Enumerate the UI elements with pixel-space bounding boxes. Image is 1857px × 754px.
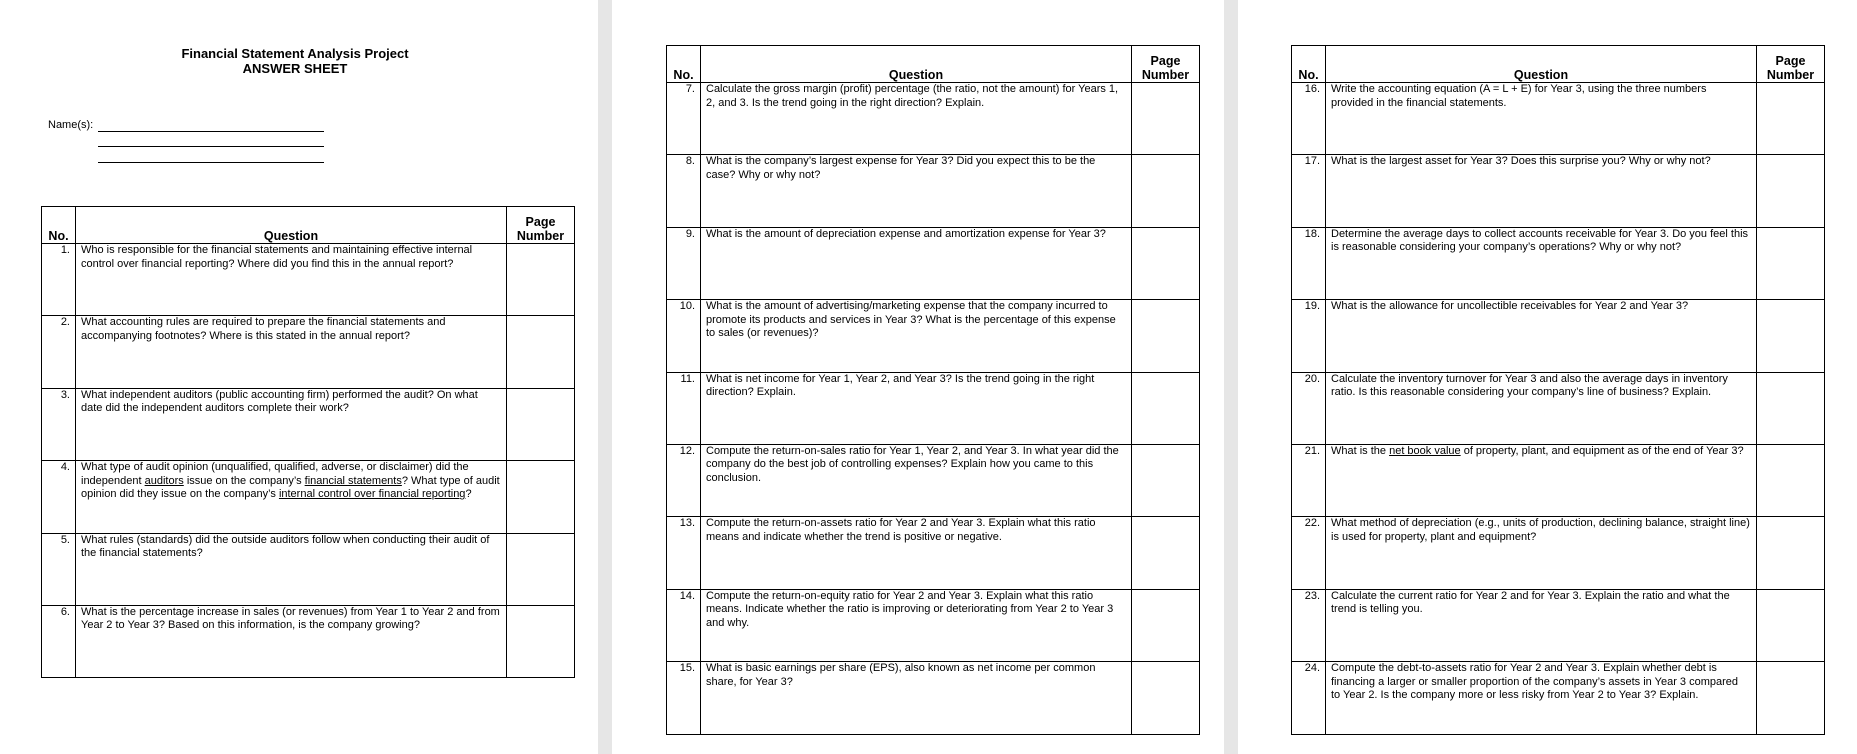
table-row: [42, 533, 575, 605]
page-number-cell[interactable]: [1757, 444, 1825, 516]
question-number: 14.: [667, 589, 701, 661]
header-no: No.: [667, 46, 701, 83]
page-number-cell[interactable]: [1757, 155, 1825, 227]
question-number: 5.: [42, 533, 76, 605]
question-text: What independent auditors (public accounting firm) performed the audit? On what date did the independent auditors complete their work?: [76, 388, 507, 460]
question-number: 7.: [667, 83, 701, 155]
table-row: [667, 589, 1200, 661]
page-number-cell[interactable]: [1132, 662, 1200, 734]
question-text: Compute the return-on-equity ratio for Year 2 and Year 3. Explain what this ratio means. Indicate whether the ratio is improving or deteriorating from Year 2 to Year 3 and why.: [701, 589, 1132, 661]
table-row: [1292, 662, 1825, 734]
question-number: 2.: [42, 316, 76, 388]
table-row: [42, 388, 575, 460]
page-number-cell[interactable]: [1757, 227, 1825, 299]
question-text: What is the largest asset for Year 3? Does this surprise you? Why or why not?: [1326, 155, 1757, 227]
table-row: [667, 372, 1200, 444]
question-number: 1.: [42, 244, 76, 316]
question-text: What accounting rules are required to prepare the financial statements and accompanying footnotes? Where is this stated in the annual report?: [76, 316, 507, 388]
table-row: [1292, 155, 1825, 227]
table-row: [42, 461, 575, 533]
question-number: 13.: [667, 517, 701, 589]
question-number: 6.: [42, 605, 76, 677]
page-number-cell[interactable]: [1132, 227, 1200, 299]
page-number-cell[interactable]: [1132, 83, 1200, 155]
question-text: Calculate the current ratio for Year 2 and for Year 3. Explain the ratio and what the trend is telling you.: [1326, 589, 1757, 661]
table-row: [667, 444, 1200, 516]
document-page-1: [0, 0, 598, 754]
document-page-2: [612, 0, 1224, 754]
underlined-net-book-value: net book value: [1389, 444, 1461, 457]
question-text: Compute the return-on-assets ratio for Year 2 and Year 3. Explain what this ratio means and indicate whether the trend is positive or negative.: [701, 517, 1132, 589]
question-number: 12.: [667, 444, 701, 516]
header-question: Question: [701, 46, 1132, 83]
header-no: No.: [42, 207, 76, 244]
page-number-cell[interactable]: [1757, 300, 1825, 372]
question-number: 11.: [667, 372, 701, 444]
page-number-cell[interactable]: [507, 533, 575, 605]
page-number-cell[interactable]: [1757, 372, 1825, 444]
table-row: [1292, 517, 1825, 589]
table-row: [667, 517, 1200, 589]
page-number-cell[interactable]: [1132, 155, 1200, 227]
header-no: No.: [1292, 46, 1326, 83]
question-number: 22.: [1292, 517, 1326, 589]
question-number: 24.: [1292, 662, 1326, 734]
question-number: 9.: [667, 227, 701, 299]
question-table-1: [41, 206, 575, 678]
question-text: Compute the debt-to-assets ratio for Year 2 and Year 3. Explain whether debt is financing a larger or smaller proportion of the company’s assets in Year 3 compared to Year 2. Is the company more or less risky from Year 2 to Year 3? Explain.: [1326, 662, 1757, 734]
question-text: What is the allowance for uncollectible receivables for Year 2 and Year 3?: [1326, 300, 1757, 372]
question-text: Compute the return-on-sales ratio for Year 1, Year 2, and Year 3. In what year did the company do the best job of controlling expenses? Explain how you came to this conclusion.: [701, 444, 1132, 516]
question-text: Write the accounting equation (A = L + E) for Year 3, using the three numbers provided in the financial statements.: [1326, 83, 1757, 155]
header-page-number: Page Number: [1757, 46, 1825, 83]
table-row: [667, 227, 1200, 299]
question-text: What rules (standards) did the outside auditors follow when conducting their audit of the financial statements?: [76, 533, 507, 605]
page-number-cell[interactable]: [507, 244, 575, 316]
question-table-3: [1291, 45, 1825, 735]
header-question: Question: [1326, 46, 1757, 83]
table-row: [42, 316, 575, 388]
name-line-2: [98, 146, 324, 147]
table-row: [667, 662, 1200, 734]
question-number: 18.: [1292, 227, 1326, 299]
question-number: 23.: [1292, 589, 1326, 661]
table-row: [42, 605, 575, 677]
question-text: What is the net book value of property, plant, and equipment as of the end of Year 3?: [1326, 444, 1757, 516]
table-row: [1292, 372, 1825, 444]
underlined-auditors: auditors: [144, 474, 184, 487]
header-page-number: Page Number: [507, 207, 575, 244]
question-number: 19.: [1292, 300, 1326, 372]
page-number-cell[interactable]: [1132, 517, 1200, 589]
page-number-cell[interactable]: [507, 388, 575, 460]
page-number-cell[interactable]: [507, 605, 575, 677]
table-row: [667, 83, 1200, 155]
question-text: Determine the average days to collect accounts receivable for Year 3. Do you feel this is reasonable considering your company’s operations? Why or why not?: [1326, 227, 1757, 299]
name-line-3: [98, 162, 324, 163]
question-text: What is the company’s largest expense for Year 3? Did you expect this to be the case? Why or why not?: [701, 155, 1132, 227]
question-number: 8.: [667, 155, 701, 227]
page-number-cell[interactable]: [1132, 300, 1200, 372]
page-number-cell[interactable]: [1132, 589, 1200, 661]
question-number: 16.: [1292, 83, 1326, 155]
page-number-cell[interactable]: [1757, 83, 1825, 155]
table-row: [1292, 300, 1825, 372]
document-title: [100, 46, 490, 76]
question-text: Who is responsible for the financial statements and maintaining effective internal control over financial reporting? Where did you find this in the annual report?: [76, 244, 507, 316]
question-number: 3.: [42, 388, 76, 460]
page-number-cell[interactable]: [507, 461, 575, 533]
names-label: Name(s):: [48, 119, 94, 131]
question-table-2: [666, 45, 1200, 735]
page-number-cell[interactable]: [1132, 444, 1200, 516]
table-row: [667, 300, 1200, 372]
underlined-financial-statements: financial statements: [304, 474, 402, 487]
page-number-cell[interactable]: [507, 316, 575, 388]
table-row: [1292, 589, 1825, 661]
question-number: 10.: [667, 300, 701, 372]
question-text: Calculate the inventory turnover for Year 3 and also the average days in inventory ratio. Is this reasonable considering your company’s line of business? Explain.: [1326, 372, 1757, 444]
page-number-cell[interactable]: [1757, 662, 1825, 734]
question-text: What is net income for Year 1, Year 2, and Year 3? Is the trend going in the right direction? Explain.: [701, 372, 1132, 444]
table-row: [42, 244, 575, 316]
table-row: [1292, 227, 1825, 299]
page-number-cell[interactable]: [1132, 372, 1200, 444]
question-text: What is the amount of depreciation expense and amortization expense for Year 3?: [701, 227, 1132, 299]
question-text: What type of audit opinion (unqualified, qualified, adverse, or disclaimer) did the independent auditors issue on the company’s financial statements? What type of audit opinion did they issue on the company’s internal control over financial reporting?: [76, 461, 507, 533]
title-line-1: Financial Statement Analysis Project: [181, 46, 409, 61]
page-number-cell[interactable]: [1757, 589, 1825, 661]
underlined-internal-control: internal control over financial reporting: [278, 488, 466, 501]
table-row: [1292, 444, 1825, 516]
header-page-number: Page Number: [1132, 46, 1200, 83]
question-number: 4.: [42, 461, 76, 533]
question-text: What is the percentage increase in sales (or revenues) from Year 1 to Year 2 and from Year 2 to Year 3? Based on this information, is the company growing?: [76, 605, 507, 677]
table-row: [667, 155, 1200, 227]
question-number: 17.: [1292, 155, 1326, 227]
name-line-1: [98, 131, 324, 132]
question-text: Calculate the gross margin (profit) percentage (the ratio, not the amount) for Years 1, 2, and 3. Is the trend going in the right direction? Explain.: [701, 83, 1132, 155]
title-line-2: ANSWER SHEET: [242, 61, 348, 76]
question-number: 21.: [1292, 444, 1326, 516]
question-text: What method of depreciation (e.g., units of production, declining balance, straight line) is used for property, plant and equipment?: [1326, 517, 1757, 589]
table-row: [1292, 83, 1825, 155]
question-text: What is basic earnings per share (EPS), also known as net income per common share, for Year 3?: [701, 662, 1132, 734]
document-page-3: [1238, 0, 1857, 754]
header-question: Question: [76, 207, 507, 244]
question-number: 15.: [667, 662, 701, 734]
question-number: 20.: [1292, 372, 1326, 444]
page-number-cell[interactable]: [1757, 517, 1825, 589]
question-text: What is the amount of advertising/marketing expense that the company incurred to promote its products and services in Year 3? What is the percentage of this expense to sales (or revenues)?: [701, 300, 1132, 372]
